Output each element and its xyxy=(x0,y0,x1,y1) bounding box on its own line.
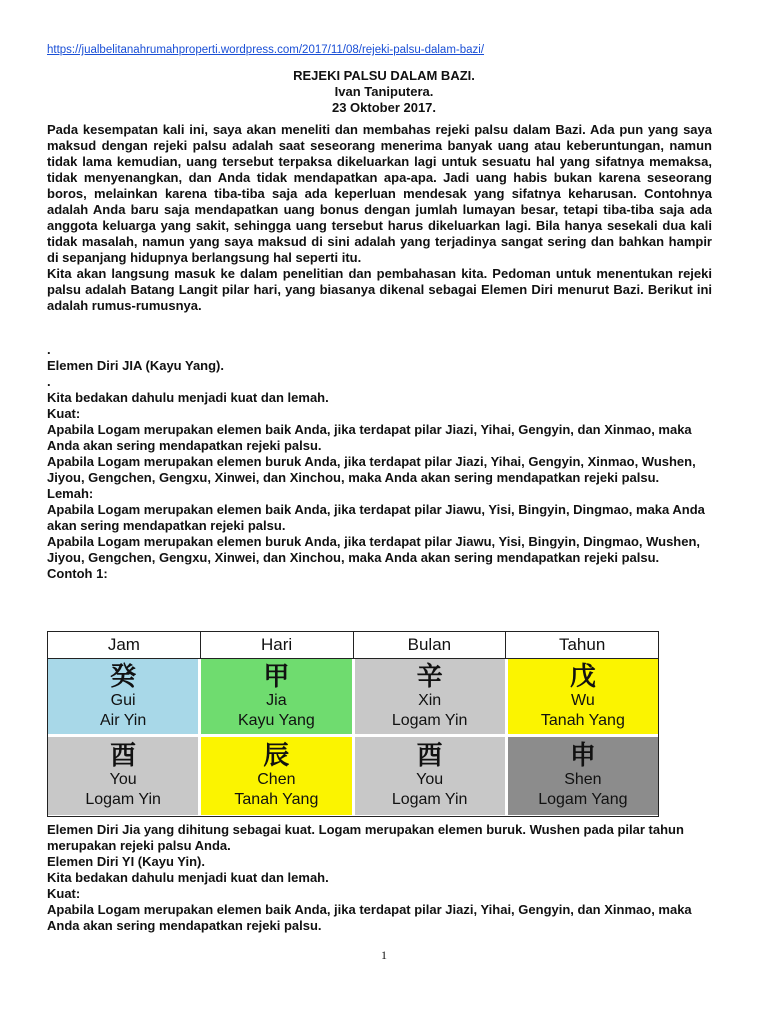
intro-section xyxy=(47,122,712,314)
chinese-character: 申 xyxy=(569,741,596,771)
page-number: 1 xyxy=(381,948,387,962)
example-label: Contoh 1: xyxy=(47,566,108,581)
pillar-cell xyxy=(508,737,658,815)
pillar-element: Logam Yang xyxy=(538,791,628,808)
column-header-jam: Jam xyxy=(48,632,201,658)
body-paragraph: Apabila Logam merupakan elemen buruk Anda, jika terdapat pilar Jiazi, Yihai, Gengyin, Xinmao, Wushen, Jiyou, Gengchen, Gengxu, Xinwei, dan Xinchou, maka Anda akan sering mendapatkan rejeki palsu. xyxy=(47,454,696,485)
body-paragraph: Apabila Logam merupakan elemen baik Anda, jika terdapat pilar Jiazi, Yihai, Gengyin, dan Xinmao, maka Anda akan sering mendapatkan rejeki palsu. xyxy=(47,902,692,933)
chinese-character: 辛 xyxy=(416,661,443,692)
document-title: REJEKI PALSU DALAM BAZI. xyxy=(293,68,475,83)
bazi-chart-table xyxy=(47,631,659,817)
chinese-character: 辰 xyxy=(263,741,290,771)
pillar-cell xyxy=(355,659,508,734)
pillar-element: Air Yin xyxy=(100,711,147,729)
pillar-cell xyxy=(48,659,201,734)
section-yi xyxy=(47,822,712,934)
pillar-cell xyxy=(48,737,201,815)
subheading-kuat: Kuat: xyxy=(47,406,81,421)
subheading-lemah: Lemah: xyxy=(47,486,94,501)
pillar-element: Tanah Yang xyxy=(540,711,625,729)
pillar-name: Chen xyxy=(257,771,296,788)
body-line: Kita bedakan dahulu menjadi kuat dan lemah. xyxy=(47,390,329,405)
column-header-hari: Hari xyxy=(201,632,354,658)
column-header-bulan: Bulan xyxy=(354,632,507,658)
chinese-character: 癸 xyxy=(110,661,137,692)
chinese-character: 甲 xyxy=(263,661,290,692)
pillar-name: Shen xyxy=(564,771,602,788)
subheading-kuat: Kuat: xyxy=(47,886,81,901)
pillar-element: Tanah Yang xyxy=(234,791,319,808)
pillar-element: Logam Yin xyxy=(391,791,468,808)
pillar-name: Wu xyxy=(571,691,595,709)
pillar-name: Xin xyxy=(418,691,442,709)
pillar-element: Logam Yin xyxy=(85,791,161,808)
chinese-character: 戊 xyxy=(569,661,596,692)
source-url-link[interactable]: https://jualbelitanahrumahproperti.wordpress.com/2017/11/08/rejeki-palsu-dalam-bazi/ xyxy=(47,44,485,56)
pillar-cell xyxy=(508,659,658,734)
section-jia xyxy=(47,342,712,582)
body-paragraph: Apabila Logam merupakan elemen baik Anda, jika terdapat pilar Jiazi, Yihai, Gengyin, dan Xinmao, maka Anda akan sering mendapatkan rejeki palsu. xyxy=(47,422,692,453)
pillar-element: Kayu Yang xyxy=(237,711,315,729)
separator-dot: . xyxy=(47,374,51,389)
separator-dot: . xyxy=(47,342,51,357)
pillar-name: You xyxy=(416,771,444,788)
pillar-name: Gui xyxy=(110,691,136,709)
body-paragraph: Apabila Logam merupakan elemen buruk Anda, jika terdapat pilar Jiawu, Yisi, Bingyin, Dingmao, Wushen, Jiyou, Gengchen, Gengxu, Xinwei, dan Xinchou, maka Anda akan sering mendapatkan rejeki palsu. xyxy=(47,534,701,565)
intro-paragraph: Pada kesempatan kali ini, saya akan meneliti dan membahas rejeki palsu dalam Bazi. Ada pun yang saya maksud dengan rejeki palsu adalah saat seseorang menerima banyak uang atau keberuntungan, namun tidak lama kemudian, uang tersebut terpaksa dikeluarkan lagi untuk sesuatu hal yang sifatnya memaksa, tidak menyenangkan, dan Anda tidak mendapatkan apa-apa. Jadi uang habis bukan karena seseorang boros, melainkan karena tiba-tiba saja ada keperluan mendesak yang sifatnya keharusan. Contohnya adalah Anda baru saja mendapatkan uang bonus dengan jumlah lumayan besar, tetapi tiba-tiba saja ada anggota keluarga yang sakit, sehingga uang tersebut harus dikeluarkan lagi. Bila hanya sesekali dua kali tidak masalah, namun yang saya maksud di sini adalah yang terjadinya sangat sering dan bahkan hampir di sepanjang hidupnya berlangsung hal seperti itu. xyxy=(47,122,712,265)
document-date: 23 Oktober 2017. xyxy=(331,100,437,115)
pillar-cell xyxy=(201,659,354,734)
earthly-branches-row xyxy=(48,737,658,815)
chinese-character: 酉 xyxy=(416,741,443,771)
chinese-character: 酉 xyxy=(110,741,137,771)
pillar-element: Logam Yin xyxy=(391,711,468,729)
section-heading: Elemen Diri JIA (Kayu Yang). xyxy=(47,358,224,373)
pillar-name: You xyxy=(109,771,137,788)
pillar-name: Jia xyxy=(266,691,287,709)
document-author: Ivan Taniputera. xyxy=(334,84,434,99)
body-paragraph: Apabila Logam merupakan elemen baik Anda, jika terdapat pilar Jiawu, Yisi, Bingyin, Dingmao, maka Anda akan sering mendapatkan rejeki palsu. xyxy=(47,502,705,533)
pillar-cell xyxy=(201,737,354,815)
table-header-row xyxy=(48,632,658,659)
column-header-tahun: Tahun xyxy=(558,635,606,654)
intro-paragraph: Kita akan langsung masuk ke dalam penelitian dan pembahasan kita. Pedoman untuk menentukan rejeki palsu adalah Batang Langit pilar hari, yang biasanya dikenal sebagai Elemen Diri menurut Bazi. Berikut ini adalah rumus-rumusnya. xyxy=(47,266,712,313)
heavenly-stems-row xyxy=(48,659,658,737)
section-heading: Elemen Diri YI (Kayu Yin). xyxy=(47,854,205,869)
body-line: Kita bedakan dahulu menjadi kuat dan lemah. xyxy=(47,870,329,885)
pillar-cell xyxy=(355,737,508,815)
body-paragraph: Elemen Diri Jia yang dihitung sebagai kuat. Logam merupakan elemen buruk. Wushen pada pilar tahun merupakan rejeki palsu Anda. xyxy=(47,822,684,853)
